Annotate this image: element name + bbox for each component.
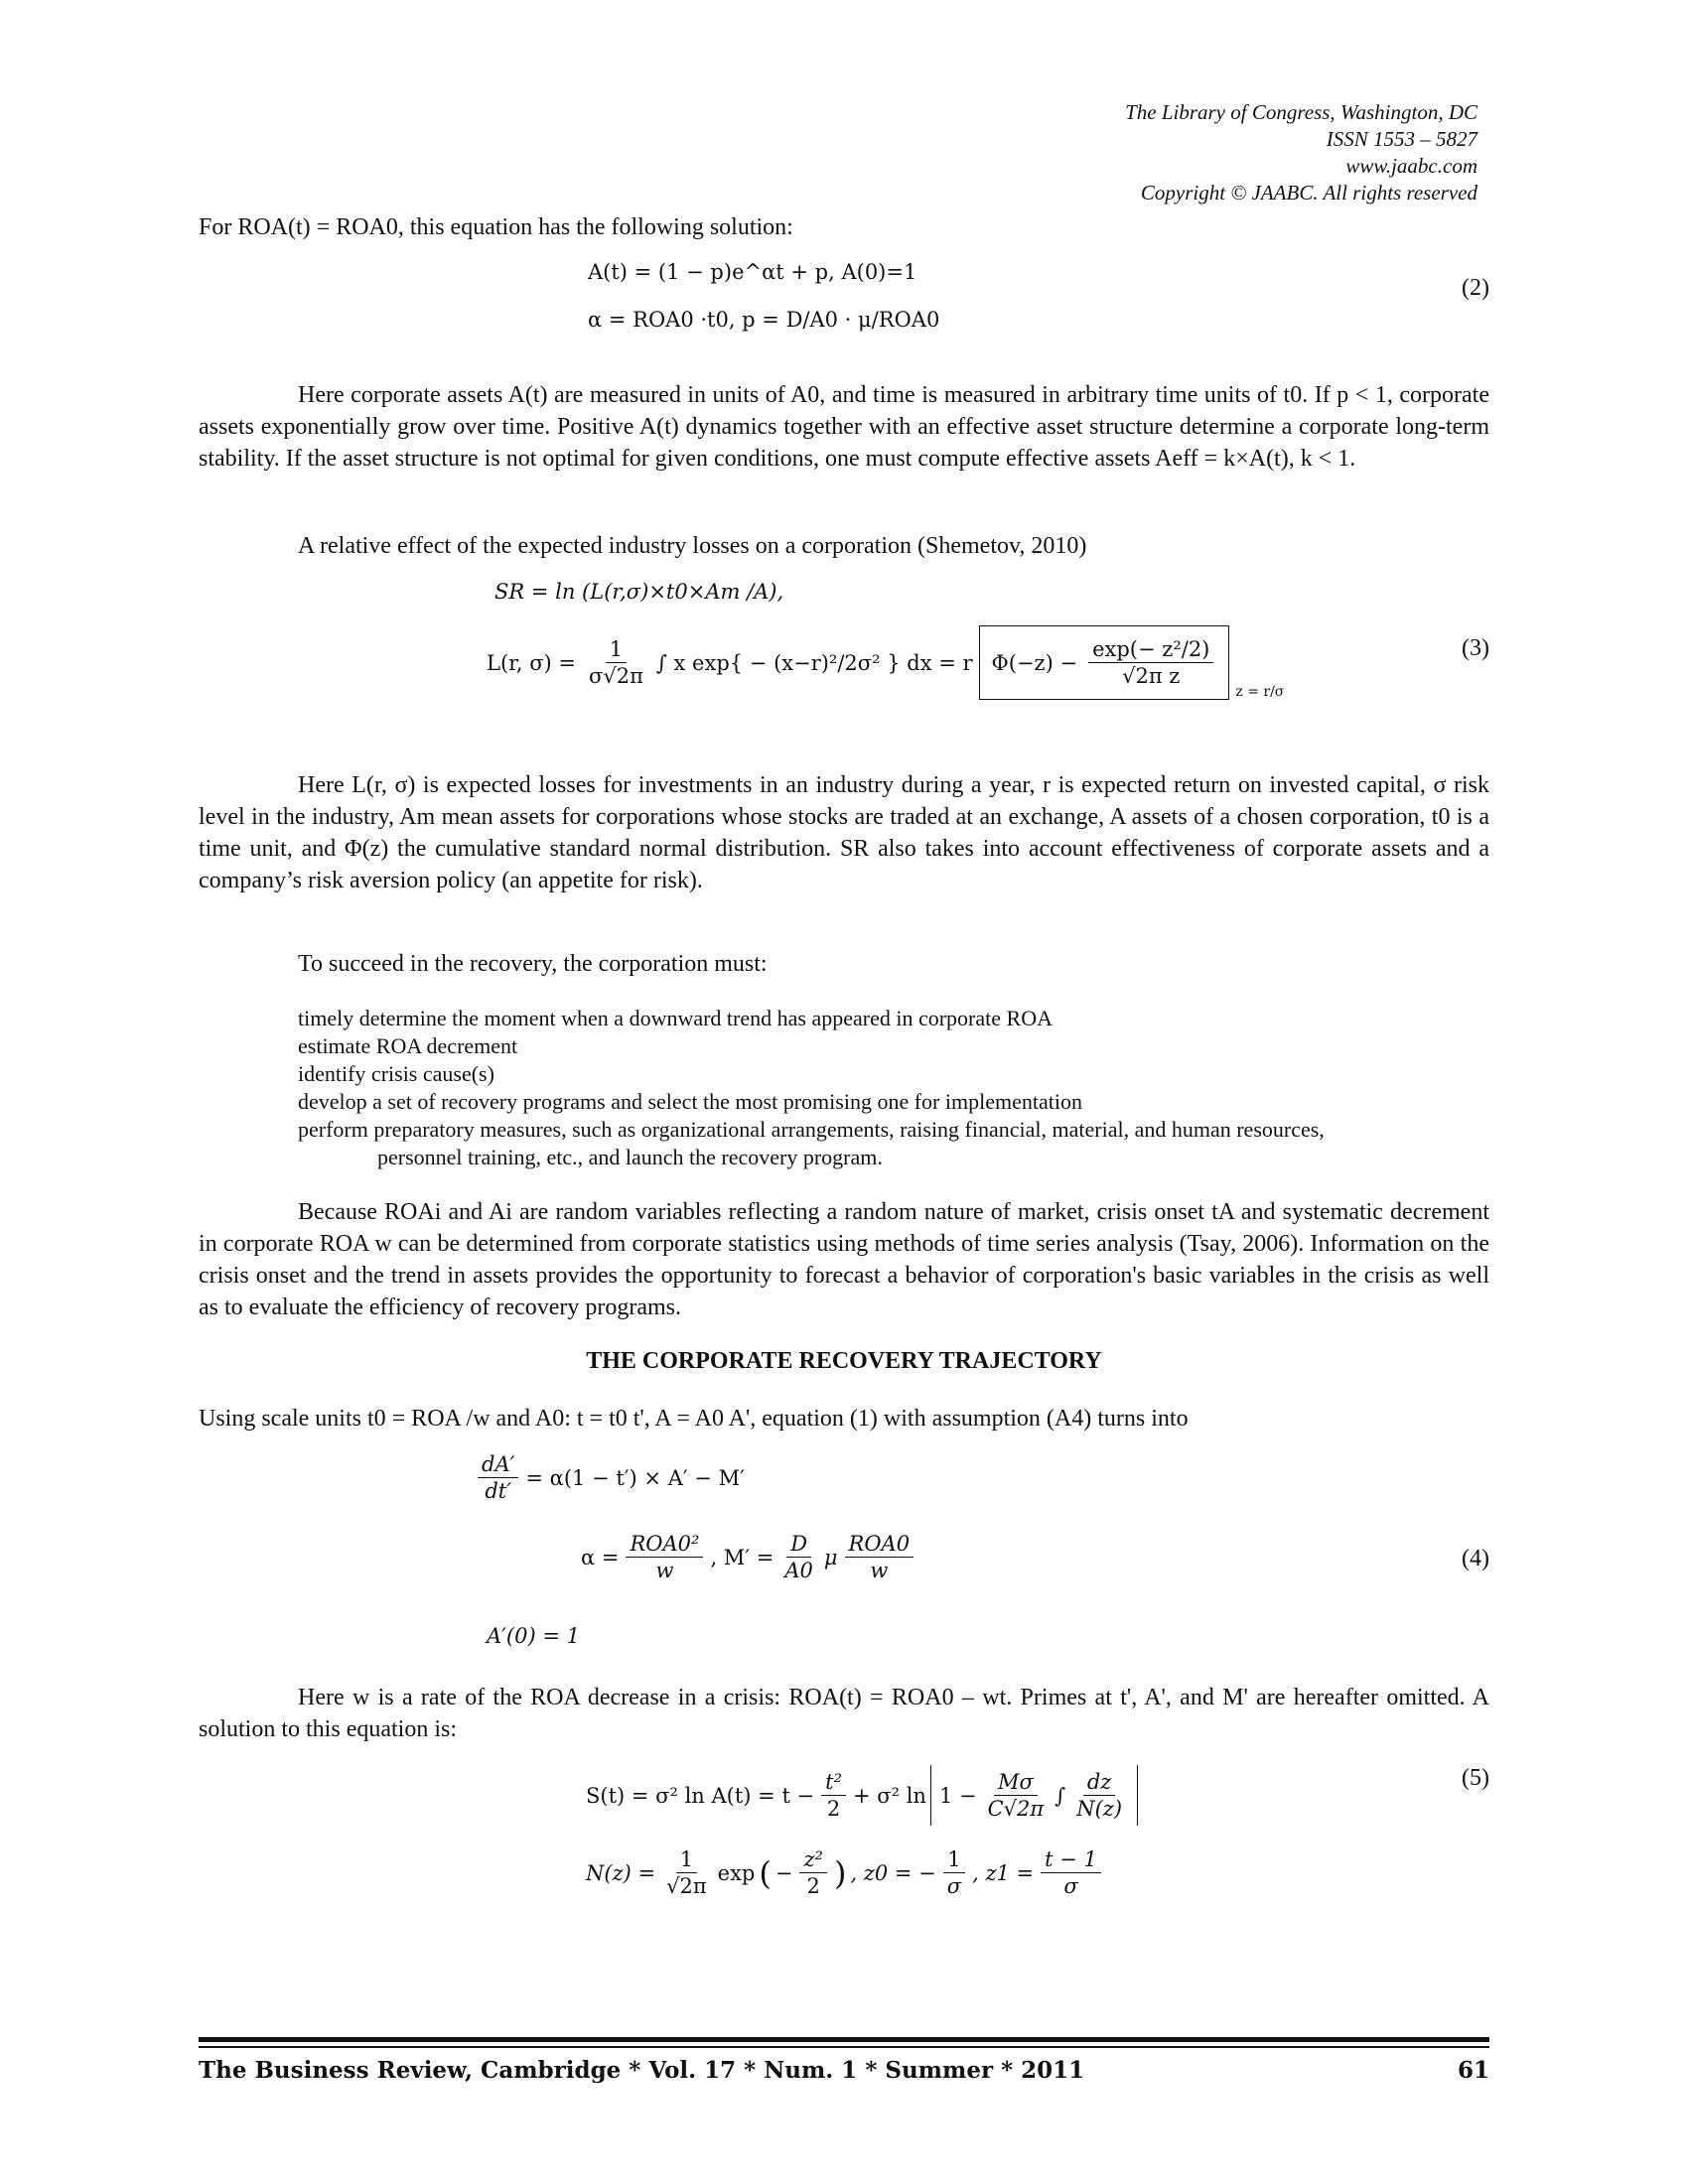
equation-5-t2-den: 2 bbox=[826, 1797, 841, 1821]
page-footer bbox=[199, 2057, 1489, 2084]
paragraph-relative-effect: A relative effect of the expected industry losses on a corporation (Shemetov, 2010) bbox=[298, 533, 1087, 559]
equation-5-z-den: 2 bbox=[806, 1874, 820, 1898]
equation-3-frac-num: 1 bbox=[606, 636, 627, 663]
list-item: perform preparatory measures, such as organizational arrangements, raising financial, material, and human resources, bbox=[298, 1117, 1325, 1142]
equation-3-phi: Φ(−z) − bbox=[991, 650, 1078, 675]
equation-5-lhs: S(t) = σ² ln A(t) = t − bbox=[586, 1783, 815, 1808]
recovery-steps-list bbox=[298, 1005, 1489, 1171]
equation-5-int-den: N(z) bbox=[1076, 1797, 1123, 1821]
equation-5-ln: + σ² ln bbox=[853, 1783, 926, 1808]
equation-3-eval: z = r/σ bbox=[1235, 684, 1285, 700]
equation-5-z1: , z1 = bbox=[972, 1860, 1035, 1885]
equation-4-alpha-num: ROA0² bbox=[626, 1531, 703, 1558]
equation-3-line-2 bbox=[487, 625, 1284, 700]
list-item: estimate ROA decrement bbox=[298, 1033, 518, 1058]
equation-3-bracket bbox=[979, 625, 1230, 700]
equation-5-line-2: N(z) = $\frac{1}{√2\pi}$ exp ( − $\frac{\text{z²}}{2}$ ) , z0 = − $\frac{1}{\sigma}$ , z1 = $\frac{t - 1}{\sigma}$ bbox=[586, 1846, 1104, 1899]
equation-5-t2-num: t² bbox=[821, 1769, 846, 1796]
equation-4-initial: A′(0) = 1 bbox=[487, 1624, 580, 1648]
running-header bbox=[882, 99, 1477, 206]
list-item: timely determine the moment when a downward trend has appeared in corporate ROA bbox=[298, 1006, 1053, 1030]
footer-journal: The Business Review, Cambridge * Vol. 17 * Num. 1 * Summer * 2011 bbox=[199, 2057, 1085, 2084]
equation-5-bracket bbox=[930, 1765, 1138, 1826]
equation-3-exp-num: exp(− z²/2) bbox=[1088, 636, 1213, 663]
paragraph-random-variables: Because ROAi and Ai are random variables reflecting a random nature of market, crisis onset tA and systematic decrement in corporate ROA w can be determined from corporate statistics using methods of time series analysis (Tsay, 2006). Information on the crisis onset and the trend in assets provides the opportunity to forecast a behavior of corporation's basic variables in the crisis as well as to evaluate the efficiency of recovery programs. bbox=[199, 1199, 1489, 1320]
equation-4-alpha-frac bbox=[626, 1531, 703, 1583]
equation-3-integral: ∫ x exp{ − (x−r)²/2σ² } dx = r bbox=[655, 650, 973, 675]
equation-5-z1-num: t − 1 bbox=[1041, 1846, 1101, 1873]
equation-4-m-den-2: w bbox=[870, 1559, 889, 1582]
equation-4-m-frac-1 bbox=[780, 1531, 817, 1583]
equation-4-deriv-den: dt′ bbox=[485, 1479, 512, 1503]
header-line-3: www.jaabc.com bbox=[1345, 154, 1477, 178]
equation-2-line-1: A(t) = (1 − p)e^αt + p, A(0)=1 bbox=[588, 260, 917, 284]
equation-4-deriv-num: dA′ bbox=[478, 1451, 518, 1478]
equation-5-n-frac bbox=[662, 1846, 711, 1899]
paragraph-intro: For ROA(t) = ROA0, this equation has the following solution: bbox=[199, 214, 793, 240]
paragraph-to-succeed: To succeed in the recovery, the corporation must: bbox=[298, 951, 768, 977]
equation-5-n-lhs: N(z) = bbox=[586, 1860, 656, 1885]
equation-4-m-den-1: A0 bbox=[784, 1559, 813, 1582]
equation-5-ms-frac bbox=[984, 1769, 1049, 1822]
paragraph-rate-decrease: Here w is a rate of the ROA decrease in a crisis: ROA(t) = ROA0 – wt. Primes at t', A', and M' are hereafter omitted. A solution to this equation is: bbox=[199, 1685, 1489, 1742]
equation-3-frac-den: σ√2π bbox=[589, 664, 643, 688]
equation-5-z0-den: σ bbox=[946, 1874, 962, 1898]
equation-5-z1-frac bbox=[1041, 1846, 1101, 1899]
equation-4-derivative bbox=[478, 1451, 518, 1504]
equation-4-alpha-den: w bbox=[655, 1559, 674, 1582]
equation-5-one: 1 − bbox=[938, 1783, 977, 1808]
equation-2-line-2: α = ROA0 ·t0, p = D/A0 · μ/ROA0 bbox=[588, 308, 940, 332]
equation-3-exp-fraction bbox=[1088, 636, 1213, 689]
header-line-2: ISSN 1553 – 5827 bbox=[1326, 127, 1477, 151]
equation-3-number: (3) bbox=[1462, 635, 1489, 661]
paragraph-scale-units: Using scale units t0 = ROA /w and A0: t = t0 t', A = A0 A', equation (1) with assumption (A4) turns into bbox=[199, 1406, 1189, 1432]
equation-5-integral: ∫ bbox=[1055, 1783, 1066, 1808]
equation-5-t2-frac bbox=[821, 1769, 846, 1822]
equation-5-number: (5) bbox=[1462, 1765, 1489, 1791]
equation-5-z-num: z² bbox=[799, 1846, 826, 1873]
equation-5-z0: , z0 = − bbox=[850, 1860, 936, 1885]
header-line-1: The Library of Congress, Washington, DC bbox=[1125, 100, 1477, 124]
equation-4-number: (4) bbox=[1462, 1546, 1489, 1571]
equation-4-m-frac-2 bbox=[845, 1531, 914, 1583]
equation-5-int-num: dz bbox=[1083, 1769, 1116, 1796]
equation-4-rhs: = α(1 − t′) × A′ − M′ bbox=[525, 1465, 745, 1490]
equation-5-z-frac bbox=[799, 1846, 826, 1899]
equation-2-number: (2) bbox=[1462, 275, 1489, 301]
list-item: identify crisis cause(s) bbox=[298, 1061, 494, 1086]
equation-4-line-1 bbox=[475, 1451, 745, 1504]
equation-5-paren-open: ( bbox=[759, 1853, 772, 1892]
equation-3-exp-den: √2π z bbox=[1122, 664, 1181, 688]
section-heading: THE CORPORATE RECOVERY TRAJECTORY bbox=[586, 1348, 1102, 1374]
header-line-4: Copyright © JAABC. All rights reserved bbox=[1140, 181, 1477, 205]
equation-5-z0-num: 1 bbox=[943, 1846, 964, 1873]
equation-5-ms-den: C√2π bbox=[987, 1797, 1045, 1821]
footer-rule-thin bbox=[199, 2046, 1489, 2048]
list-item: develop a set of recovery programs and select the most promising one for implementation bbox=[298, 1089, 1082, 1114]
equation-5-int-frac bbox=[1072, 1769, 1126, 1822]
equation-3-fraction bbox=[585, 636, 647, 689]
equation-5-ms-num: Mσ bbox=[994, 1769, 1038, 1796]
equation-4-m-lhs: , M′ = bbox=[710, 1545, 774, 1570]
equation-4-alpha-lhs: α = bbox=[581, 1545, 620, 1570]
equation-4-m-num-2: ROA0 bbox=[845, 1531, 914, 1558]
paragraph-assets: Here corporate assets A(t) are measured in units of A0, and time is measured in arbitrary time units of t0. If p < 1, corporate assets exponentially grow over time. Positive A(t) dynamics together with an effective asset structure determine a corporate long-term stability. If the asset structure is not optimal for given conditions, one must compute effective assets Aeff = k×A(t), k < 1. bbox=[199, 382, 1489, 472]
equation-5-z1-den: σ bbox=[1063, 1874, 1078, 1898]
equation-5-exp: exp bbox=[717, 1860, 756, 1885]
equation-4-line-2 bbox=[581, 1531, 916, 1583]
equation-3-lhs: L(r, σ) = bbox=[487, 650, 577, 675]
list-item: personnel training, etc., and launch the recovery program. bbox=[377, 1145, 883, 1169]
equation-4-m-num-1: D bbox=[786, 1531, 811, 1558]
page-number: 61 bbox=[1457, 2057, 1489, 2084]
paragraph-expected-losses: Here L(r, σ) is expected losses for investments in an industry during a year, r is expected return on invested capital, σ risk level in the industry, Am mean assets for corporations whose stocks are traded at an exchange, A assets of a chosen corporation, t0 is a time unit, and Φ(z) the cumulative standard normal distribution. SR also takes into account effectiveness of corporate assets and a company’s risk aversion policy (an appetite for risk). bbox=[199, 772, 1489, 893]
equation-5-n-den: √2π bbox=[666, 1874, 707, 1898]
equation-5-paren-close: ) bbox=[833, 1853, 847, 1892]
equation-5-n-num: 1 bbox=[676, 1846, 697, 1873]
equation-4-mu: μ bbox=[823, 1545, 838, 1570]
equation-3-line-1: SR = ln (L(r,σ)×t0×Am /A), bbox=[494, 580, 784, 604]
equation-5-line-1 bbox=[586, 1765, 1138, 1826]
footer-rule-thick bbox=[199, 2037, 1489, 2042]
equation-5-z0-frac bbox=[943, 1846, 965, 1899]
